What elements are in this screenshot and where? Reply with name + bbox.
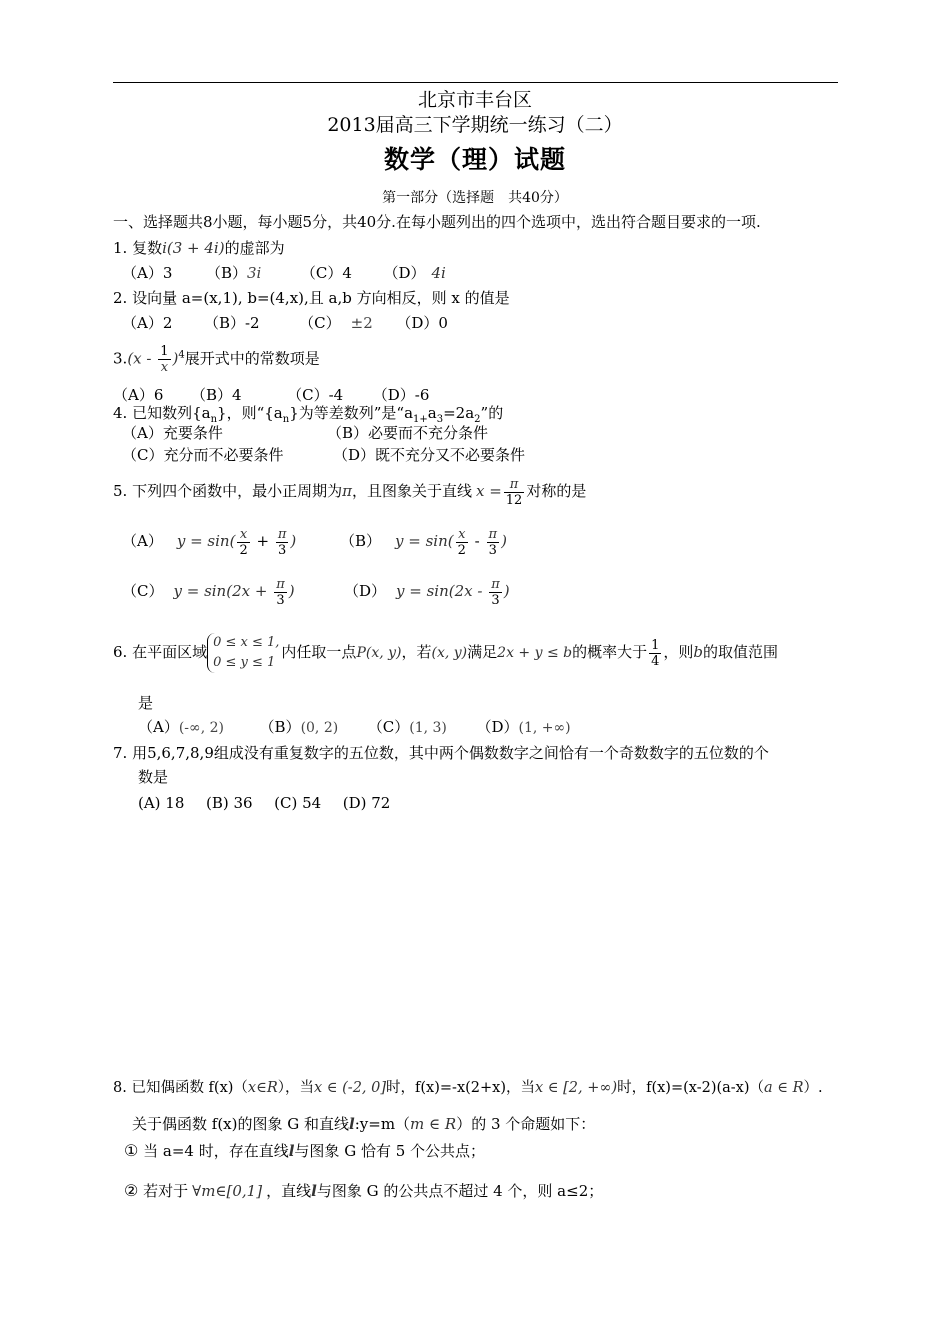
header-region: 北京市丰台区 <box>417 89 532 111</box>
q6-pair: (x, y) <box>431 645 468 661</box>
q3-frac-den: x <box>160 360 169 375</box>
q4-part-4: a <box>427 404 437 422</box>
q3-power: 4 <box>178 349 185 361</box>
q5-suffix: 对称的是 <box>526 482 587 500</box>
question-5-stem <box>113 472 586 512</box>
q6-mid-1: 内任取一点 <box>281 643 357 661</box>
q7-option-b: (B) 36 <box>205 794 253 812</box>
q5-b-frac1 <box>456 527 468 558</box>
q5-c-fn: π <box>276 576 285 592</box>
q5-mid: ，且图象关于直线 <box>351 482 472 500</box>
q4-option-b: （B）必要而不充分条件 <box>327 424 489 442</box>
page-title: 数学（理）试题 <box>383 145 566 174</box>
q8-proposition-1 <box>124 1141 485 1161</box>
q3-option-a: （A）6 <box>113 386 164 404</box>
q5-b-frac2 <box>487 527 500 558</box>
q8-part-3: 时，f(x)=-x(2+x)，当 <box>386 1080 535 1096</box>
part-heading: 第一部分（选择题 共40分） <box>382 190 568 206</box>
q5-prefix: 5. 下列四个函数中，最小正周期为 <box>113 482 343 500</box>
q8-l-symbol: l <box>349 1115 355 1133</box>
q5-b-f2n: π <box>488 526 498 542</box>
q5-b-f1d: 2 <box>457 542 466 558</box>
q8-domain: x∈R <box>247 1080 278 1096</box>
q5-a-op: + <box>251 532 274 550</box>
question-3-stem <box>113 344 320 384</box>
q3-expr-right: ) <box>172 349 179 368</box>
q5-a-frac2 <box>276 527 289 558</box>
q8-l2-part-1: 关于偶函数 f(x)的图象 G 和直线 <box>132 1115 350 1133</box>
q5-b-label: （B） <box>340 532 382 550</box>
question-6-stem <box>113 628 778 678</box>
q8-prop-1-part-2: 与图象 G 恰有 5 个公共点； <box>294 1142 486 1160</box>
q5-frac-num: π <box>504 477 525 493</box>
q4-sub-3: 3 <box>436 414 444 425</box>
q3-option-c: （C）-4 <box>287 386 344 404</box>
q4-part-3: }为等差数列”是“a <box>289 404 414 422</box>
q4-sub-2: 2 <box>474 414 481 425</box>
question-1-options <box>122 263 446 283</box>
q5-a-f2d: 3 <box>277 542 287 558</box>
q6-prefix: 6. 在平面区域 <box>113 643 208 661</box>
q5-c-frac <box>274 577 287 608</box>
q1-option-c: （C）4 <box>300 264 352 282</box>
q8-part-5: ）. <box>803 1080 823 1096</box>
q6-frac-den: 4 <box>651 653 660 669</box>
q8-prop-2-part-2: ，直线 <box>266 1182 312 1200</box>
q2-option-b: （B）-2 <box>203 314 260 332</box>
q8-prop-2-mark: ② <box>124 1181 139 1200</box>
q5-b-op: - <box>469 532 485 550</box>
q6-mid-4: 的概率大于 <box>572 643 648 661</box>
q7-option-a: (A) 18 <box>138 794 185 812</box>
question-7-stem: 7. 用5,6,7,8,9组成没有重复数字的五位数，其中两个偶数数字之间恰有一个奇数数字的五位数的个 <box>113 744 769 762</box>
q6-option-a-label: （A） <box>138 718 179 736</box>
q1-option-d-value: 4i <box>431 264 446 282</box>
question-1-stem <box>113 238 285 258</box>
q1-option-a: （A）3 <box>122 264 173 282</box>
q6-fraction <box>649 638 661 669</box>
q6-option-c-value: (1, 3) <box>409 720 447 736</box>
q5-c-label: （C） <box>122 582 164 600</box>
q4-option-c: （C）充分而不必要条件 <box>122 446 284 464</box>
q8-prop-1-part-1: 当 a=4 时，存在直线 <box>143 1142 289 1160</box>
q4-sub-1: 1+ <box>413 414 428 425</box>
question-4-stem <box>113 403 503 423</box>
q6-mid-5: ，则 <box>663 643 694 661</box>
q6-option-b-value: (0, 2) <box>300 720 339 736</box>
q5-d-fn: π <box>491 576 500 592</box>
q5-b-right: ) <box>501 532 507 550</box>
q7-option-d: (D) 72 <box>342 794 391 812</box>
q4-part-2: }，则“{a <box>217 404 283 422</box>
q8-interval-1: x ∈ (-2, 0] <box>314 1080 387 1096</box>
q6-option-d-label: （D） <box>476 718 519 736</box>
q6-point: P(x, y) <box>356 645 402 661</box>
q8-l2-part-3: ）的 3 个命题如下： <box>456 1115 596 1133</box>
q2-option-c-label: （C） <box>299 314 341 332</box>
q8-prop-1-l: l <box>288 1142 295 1160</box>
q4-sub-n2: n <box>282 414 290 425</box>
q8-a-in-r: a ∈ R <box>764 1080 804 1096</box>
q1-prefix: 1. 复数 <box>113 239 163 257</box>
q5-option-d <box>344 572 510 612</box>
q5-d-frac <box>489 577 502 608</box>
q8-line-2 <box>132 1114 595 1134</box>
q5-frac-den: 12 <box>505 492 523 508</box>
q5-pi: π <box>342 482 352 500</box>
q5-a-f1n: x <box>237 527 249 543</box>
q5-c-right: ) <box>288 582 295 600</box>
q8-forall: ∀m∈[0,1] <box>192 1182 263 1200</box>
q8-m-in-r: m ∈ R <box>410 1115 457 1133</box>
q3-option-b: （B）4 <box>190 386 242 404</box>
q6-mid-2: ，若 <box>401 643 432 661</box>
q5-b-f2d: 3 <box>488 542 497 558</box>
q6-ineq: 2x + y ≤ b <box>497 645 573 661</box>
q5-a-left: y = sin( <box>176 532 236 550</box>
q6-stem-cont: 是 <box>138 694 154 712</box>
q4-option-a: （A）充要条件 <box>122 424 223 442</box>
q5-option-a <box>122 522 296 562</box>
instructions: 一、选择题共8小题，每小题5分，共40分.在每小题列出的四个选项中，选出符合题目要求的一项. <box>113 213 761 231</box>
top-rule <box>113 82 838 83</box>
q8-prop-1-mark: ① <box>124 1141 139 1160</box>
q1-suffix: 的虚部为 <box>224 239 285 257</box>
q6-mid-3: 满足 <box>467 643 498 661</box>
q5-option-c <box>122 572 295 612</box>
q5-a-f2n: π <box>277 526 287 542</box>
q8-part-4: 时，f(x)=(x-2)(a-x)（ <box>617 1080 765 1096</box>
question-6-options <box>138 717 571 738</box>
q8-interval-2: x ∈ [2, +∞) <box>534 1080 618 1096</box>
q8-part-2: ），当 <box>277 1080 315 1096</box>
q8-l2-part-2: :y=m（ <box>354 1115 411 1133</box>
q8-prop-2-l: l <box>311 1182 317 1200</box>
q2-option-a: （A）2 <box>122 314 173 332</box>
q3-frac-num: 1 <box>160 344 169 359</box>
q5-line-expr: x = <box>475 482 502 500</box>
q3-suffix: 展开式中的常数项是 <box>184 349 320 368</box>
q4-sub-n: n <box>210 414 218 425</box>
question-3-options <box>113 385 429 405</box>
q6-var-b: b <box>693 643 704 661</box>
q4-option-d: （D）既不充分又不必要条件 <box>333 446 526 464</box>
q5-a-label: （A） <box>122 532 163 550</box>
q8-prop-2-part-3: 与图象 G 的公共点不超过 4 个，则 a≤2； <box>316 1182 604 1200</box>
q5-d-left: y = sin(2x - <box>396 582 488 600</box>
q1-option-d-label: （D） <box>383 264 426 282</box>
q5-a-frac1 <box>237 527 249 558</box>
q6-option-b-label: （B） <box>259 718 301 736</box>
q3-fraction <box>158 344 170 375</box>
q6-option-d-value: (1, +∞) <box>518 720 571 736</box>
q5-fraction <box>504 477 525 508</box>
q6-frac-num: 1 <box>651 637 660 653</box>
q5-c-left: y = sin(2x + <box>173 582 273 600</box>
header-exam: 2013届高三下学期统一练习（二） <box>327 114 623 136</box>
q3-expr-left: (x - <box>127 349 157 368</box>
q5-d-label: （D） <box>344 582 387 600</box>
q2-option-d: （D）0 <box>396 314 448 332</box>
q5-option-b <box>340 522 507 562</box>
q8-part-1: 8. 已知偶函数 f(x)（ <box>113 1080 248 1096</box>
q5-d-right: ) <box>503 582 510 600</box>
q5-d-fd: 3 <box>491 592 500 608</box>
q8-prop-2-part-1: 若对于 <box>143 1182 189 1200</box>
q7-option-c: (C) 54 <box>274 794 322 812</box>
q1-option-b-label: （B） <box>205 264 247 282</box>
q6-cond-2: 0 ≤ y ≤ 1 <box>213 655 276 670</box>
question-7-options <box>138 793 390 813</box>
q8-proposition-2 <box>124 1181 603 1201</box>
q5-a-f1d: 2 <box>239 542 248 558</box>
q7-stem-cont: 数是 <box>138 768 169 786</box>
q2-option-c-value: ±2 <box>350 314 373 332</box>
q6-option-c-label: （C） <box>367 718 410 736</box>
q6-option-a-value: (-∞, 2) <box>178 720 224 736</box>
q1-option-b-value: 3i <box>246 264 262 282</box>
q5-b-f1n: x <box>456 527 468 543</box>
q4-part-6: ”的 <box>480 404 504 422</box>
q5-b-left: y = sin( <box>395 532 454 550</box>
q6-region-brace <box>207 633 279 673</box>
q3-prefix: 3. <box>113 349 128 368</box>
q5-c-fd: 3 <box>276 592 285 608</box>
q3-option-d: （D）-6 <box>372 386 430 404</box>
q4-part-5: =2a <box>443 404 475 422</box>
question-2-options <box>122 313 448 333</box>
question-8-stem <box>113 1078 823 1098</box>
q6-cond-1: 0 ≤ x ≤ 1, <box>213 635 280 650</box>
question-2-stem: 2. 设向量 a=(x,1), b=(4,x),且 a,b 方向相反，则 x 的值是 <box>113 289 510 307</box>
q5-a-right: ) <box>290 532 297 550</box>
q1-expr: i(3 + 4i) <box>162 239 225 257</box>
q4-part-1: 4. 已知数列{a <box>113 404 211 422</box>
q6-suffix: 的取值范围 <box>703 643 779 661</box>
